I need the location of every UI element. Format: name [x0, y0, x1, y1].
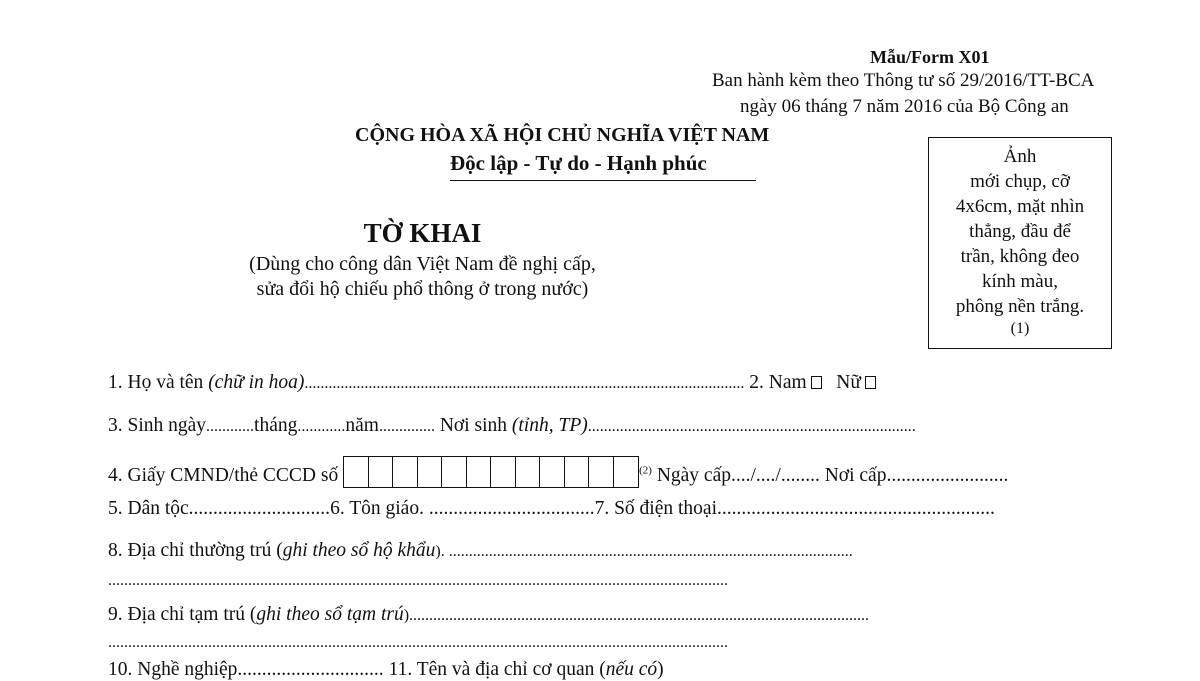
photo-line: Ảnh — [1003, 146, 1037, 167]
id-number-boxes[interactable] — [343, 456, 639, 488]
employer-label: 11. Tên và địa chỉ cơ quan ( — [383, 659, 606, 680]
birth-month-label: tháng — [254, 415, 298, 436]
employer-hint: nếu có — [605, 659, 658, 680]
photo-line: phông nền trắng. — [955, 296, 1085, 317]
birthplace-hint: (tỉnh, TP) — [511, 415, 588, 436]
permanent-address-input-line-2[interactable]: ........................................................................................................................................................... — [108, 572, 728, 589]
gender-female-label: Nữ — [836, 372, 861, 393]
birth-day-label: 3. Sinh ngày — [108, 415, 207, 436]
occupation-field[interactable]: 10. Nghề nghiệp.............................. — [108, 659, 384, 680]
field-row-temporary-address — [108, 604, 869, 626]
temporary-address-input-line-2[interactable]: ........................................................................................................................................................... — [108, 634, 728, 651]
id-footnote: (2) — [639, 464, 652, 477]
birth-year-label: năm — [345, 415, 379, 436]
form-subtitle-line-2: sửa đổi hộ chiếu phổ thông ở trong nước) — [256, 278, 589, 300]
photo-note: (1) — [1010, 320, 1030, 337]
gender-female-checkbox[interactable] — [865, 376, 876, 389]
name-input[interactable]: .............................................................................................................. — [304, 375, 745, 392]
phone-field[interactable]: 7. Số điện thoại......................................................... — [594, 498, 995, 519]
field-row-birth — [108, 415, 916, 437]
birthplace-input[interactable]: .................................................................................. — [587, 418, 916, 435]
motto-underline — [450, 180, 756, 181]
temporary-address-label: 9. Địa chỉ tạm trú ( — [108, 604, 257, 625]
permanent-address-hint: ghi theo sổ hộ khẩu — [282, 540, 436, 561]
temporary-address-hint: ghi theo sổ tạm trú — [256, 604, 404, 625]
birthplace-label: Nơi sinh — [434, 415, 512, 436]
field-row-occupation-employer — [108, 659, 664, 681]
birth-year-input[interactable]: .............. — [378, 418, 435, 435]
photo-line: 4x6cm, mặt nhìn — [955, 196, 1085, 217]
field-row-id — [108, 456, 1008, 488]
birth-month-input[interactable]: ............ — [297, 418, 346, 435]
form-code: Mẫu/Form X01 — [870, 47, 990, 67]
name-label: 1. Họ và tên — [108, 372, 209, 393]
employer-tail: ) — [657, 659, 664, 680]
id-label: 4. Giấy CMND/thẻ CCCD số — [108, 465, 344, 486]
permanent-address-input[interactable]: ). ..................................................................................................... — [435, 543, 853, 560]
field-row-ethnic-religion-phone — [108, 498, 995, 520]
photo-placeholder-box — [928, 137, 1112, 349]
photo-line: kính màu, — [982, 271, 1058, 292]
issued-line-2: ngày 06 tháng 7 năm 2016 của Bộ Công an — [740, 96, 1069, 117]
temporary-address-input[interactable]: )................................................................................................................... — [403, 607, 870, 624]
field-row-name — [108, 372, 876, 394]
photo-line: mới chụp, cỡ — [970, 171, 1070, 192]
form-subtitle-line-1: (Dùng cho công dân Việt Nam đề nghị cấp, — [249, 253, 596, 275]
motto: Độc lập - Tự do - Hạnh phúc — [450, 151, 707, 175]
photo-line: trần, không đeo — [960, 246, 1080, 267]
photo-line: thẳng, đầu để — [969, 221, 1071, 242]
id-issue-date-place[interactable]: Ngày cấp..../..../........ Nơi cấp......................... — [651, 465, 1009, 486]
republic-heading: CỘNG HÒA XÃ HỘI CHỦ NGHĨA VIỆT NAM — [355, 124, 770, 146]
birth-day-input[interactable]: ............ — [206, 418, 255, 435]
ethnicity-field[interactable]: 5. Dân tộc............................. — [108, 498, 331, 519]
field-row-permanent-address — [108, 540, 853, 562]
name-hint: (chữ in hoa) — [208, 372, 305, 393]
gender-male-label: 2. Nam — [744, 372, 807, 393]
permanent-address-label: 8. Địa chỉ thường trú ( — [108, 540, 283, 561]
issued-line-1: Ban hành kèm theo Thông tư số 29/2016/TT-BCA — [712, 70, 1095, 91]
form-title: TỜ KHAI — [363, 218, 482, 248]
religion-field[interactable]: 6. Tôn giáo. .................................. — [330, 498, 595, 519]
gender-male-checkbox[interactable] — [811, 376, 822, 389]
